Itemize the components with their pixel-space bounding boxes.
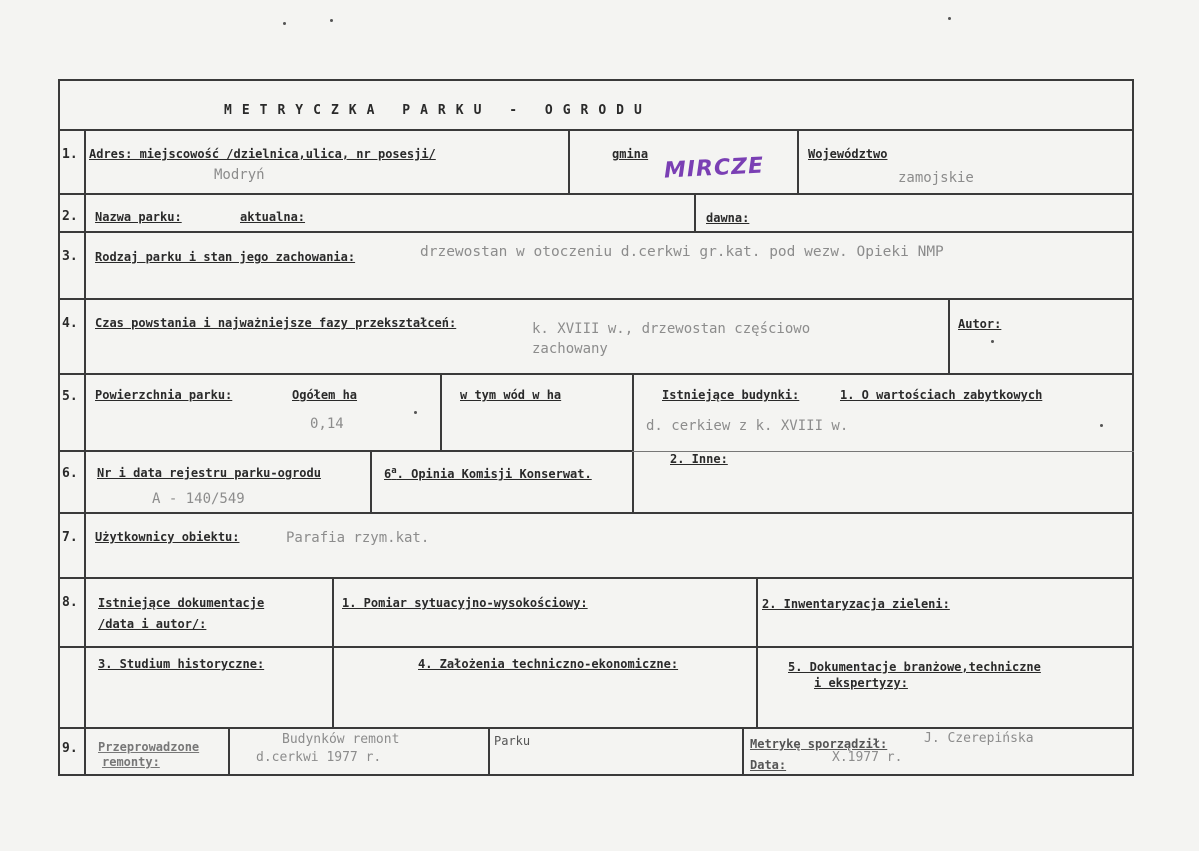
- repairs-label-line1: Przeprowadzone: [98, 740, 200, 754]
- row-number: 6.: [62, 466, 78, 481]
- total-area-label: Ogółem ha: [292, 388, 358, 402]
- rule: [488, 727, 490, 776]
- park-name-current-label: aktualna:: [240, 210, 306, 224]
- heritage-buildings-value: d. cerkiew z k. XVIII w.: [646, 418, 849, 434]
- survey-label: 1. Pomiar sytuacyjno-wysokościowy:: [342, 596, 588, 610]
- building-repairs-line1: Budynków remont: [282, 732, 400, 747]
- rule: [756, 577, 758, 727]
- rule: [58, 193, 1134, 195]
- row-number: 3.: [62, 249, 78, 264]
- rule: [84, 129, 86, 776]
- rule: [58, 450, 632, 452]
- rule: [58, 646, 1134, 648]
- scan-speck: [330, 19, 333, 22]
- row-number: 7.: [62, 530, 78, 545]
- users-label: Użytkownicy obiektu:: [95, 530, 240, 544]
- rule: [632, 373, 634, 512]
- row-number: 1.: [62, 147, 78, 162]
- building-repairs-line2: d.cerkwi 1977 r.: [256, 750, 382, 765]
- rule: [58, 373, 1134, 375]
- opinion-text: . Opinia Komisji Konserwat.: [396, 467, 592, 481]
- compiled-by-label: Metrykę sporządził:: [750, 737, 888, 751]
- area-label: Powierzchnia parku:: [95, 388, 233, 402]
- card-title: METRYCZKA PARKU - OGRODU: [224, 103, 652, 118]
- gmina-label: gmina: [612, 147, 649, 161]
- repairs-label-line2: remonty:: [102, 755, 160, 769]
- tech-econ-label: 4. Założenia techniczno-ekonomiczne:: [418, 657, 679, 671]
- scan-speck: [1100, 424, 1103, 427]
- park-type-label: Rodzaj parku i stan jego zachowania:: [95, 250, 356, 264]
- scan-speck: [948, 17, 951, 20]
- users-value: Parafia rzym.kat.: [286, 530, 430, 546]
- heritage-buildings-label: 1. O wartościach zabytkowych: [840, 388, 1043, 402]
- conservation-opinion-label: [384, 464, 592, 481]
- date-value: X.1977 r.: [832, 750, 903, 765]
- total-area-value: 0,14: [310, 416, 344, 432]
- rule: [58, 231, 1134, 233]
- rule: [568, 129, 570, 193]
- row-number: 5.: [62, 389, 78, 404]
- row-number: 9.: [62, 741, 78, 756]
- scan-speck: [414, 411, 417, 414]
- rule: [58, 298, 1134, 300]
- historical-study-label: 3. Studium historyczne:: [98, 657, 265, 671]
- industry-docs-label-line2: i ekspertyzy:: [814, 676, 908, 690]
- industry-docs-label-line1: 5. Dokumentacje branżowe,techniczne: [788, 660, 1041, 674]
- gmina-value: MIRCZE: [663, 153, 765, 184]
- date-label: Data:: [750, 758, 787, 772]
- rule: [440, 373, 442, 450]
- compiled-by-value: J. Czerepińska: [924, 731, 1034, 746]
- rule: [58, 727, 1134, 729]
- greenery-inventory-label: 2. Inwentaryzacja zieleni:: [762, 597, 950, 611]
- park-repairs-label: Parku: [494, 734, 531, 748]
- docs-label-line1: Istniejące dokumentacje: [98, 596, 265, 610]
- docs-label-line2: /data i autor/:: [98, 617, 207, 631]
- park-name-former-label: dawna:: [706, 211, 750, 225]
- rule: [332, 577, 334, 727]
- address-label: Adres: miejscowość /dzielnica,ulica, nr posesji/: [89, 147, 436, 161]
- other-buildings-label: 2. Inne:: [670, 452, 728, 466]
- voivodeship-value: zamojskie: [898, 170, 974, 186]
- park-type-value: drzewostan w otoczeniu d.cerkwi gr.kat. pod wezw. Opieki NMP: [420, 244, 944, 260]
- opinion-number: 6: [384, 467, 392, 481]
- scan-speck: [991, 340, 994, 343]
- existing-buildings-label: Istniejące budynki:: [662, 388, 800, 402]
- rule: [797, 129, 799, 193]
- row-number: 4.: [62, 316, 78, 331]
- rule: [58, 512, 1134, 514]
- history-phases-value-line2: zachowany: [532, 341, 608, 357]
- address-value: Modryń: [214, 167, 265, 183]
- rule: [694, 193, 696, 231]
- water-area-label: w tym wód w ha: [460, 388, 562, 402]
- voivodeship-label: Województwo: [808, 147, 888, 161]
- rule: [58, 129, 1134, 131]
- row-number: 8.: [62, 595, 78, 610]
- rule: [948, 298, 950, 373]
- rule: [742, 727, 744, 776]
- rule: [58, 577, 1134, 579]
- park-name-label: Nazwa parku:: [95, 210, 182, 224]
- history-phases-value-line1: k. XVIII w., drzewostan częściowo: [532, 321, 811, 337]
- rule: [228, 727, 230, 776]
- opinion-superscript: a: [391, 466, 397, 476]
- row-number: 2.: [62, 209, 78, 224]
- scan-speck: [283, 22, 286, 25]
- register-value: A - 140/549: [152, 491, 245, 507]
- register-label: Nr i data rejestru parku-ogrodu: [97, 466, 321, 480]
- rule: [370, 450, 372, 512]
- author-label: Autor:: [958, 317, 1002, 331]
- history-phases-label: Czas powstania i najważniejsze fazy przekształceń:: [95, 316, 457, 330]
